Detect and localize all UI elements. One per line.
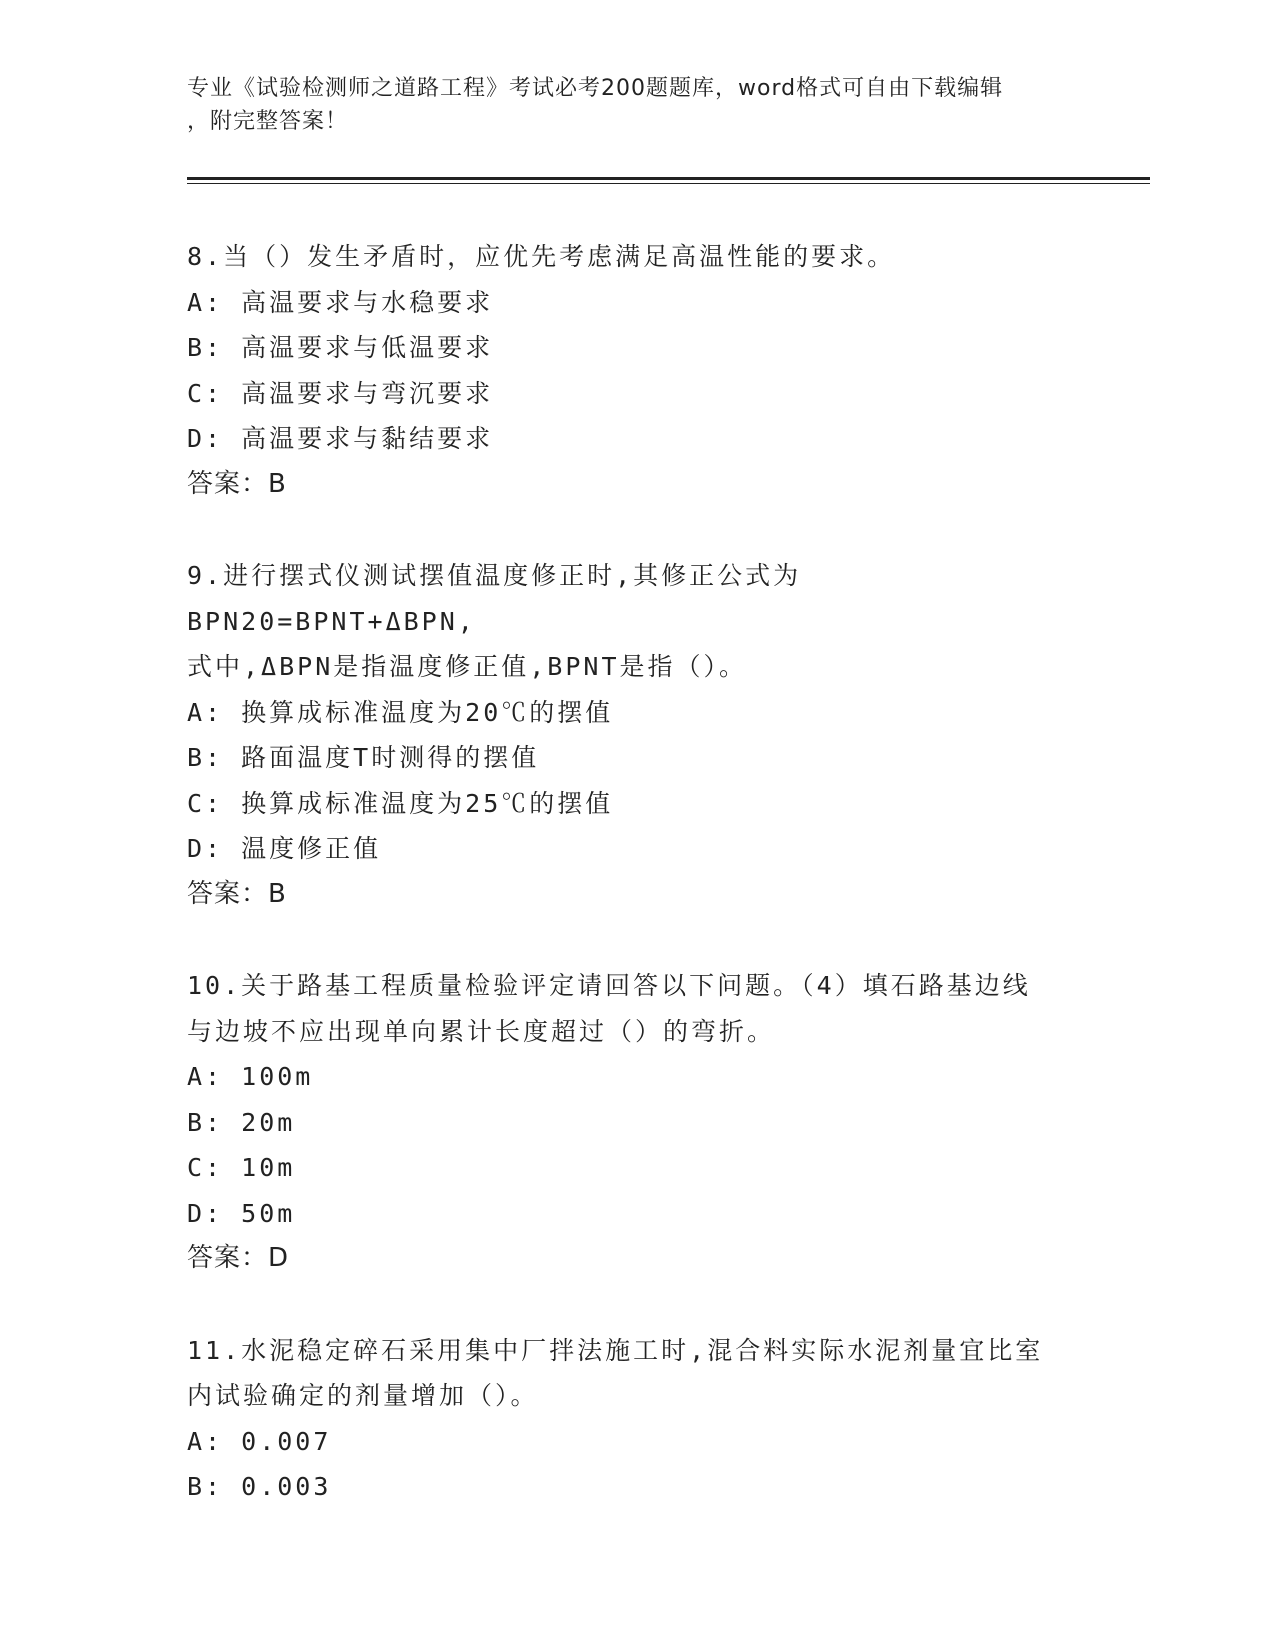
option-b: B: 20m: [187, 1107, 296, 1137]
header-divider-thick: [187, 177, 1150, 180]
question-text-line: 8.当（）发生矛盾时，应优先考虑满足高温性能的要求。: [187, 242, 896, 271]
question-9: [187, 553, 1067, 917]
question-text-line: 10.关于路基工程质量检验评定请回答以下问题。（4）填石路基边线: [187, 971, 1031, 1000]
question-10: [187, 963, 1067, 1282]
header-line-2: ，附完整答案！: [187, 109, 349, 134]
option-b: B: 0.003: [187, 1472, 332, 1501]
header-line-1: 专业《试验检测师之道路工程》考试必考200题题库，word格式可自由下载编辑: [187, 76, 1004, 101]
option-d: D: 高温要求与黏结要求: [187, 424, 494, 453]
document-header: [187, 72, 1067, 138]
option-d: D: 50m: [187, 1198, 296, 1228]
option-a: A: 高温要求与水稳要求: [187, 287, 494, 317]
question-text-line: 11.水泥稳定碎石采用集中厂拌法施工时,混合料实际水泥剂量宜比室: [187, 1335, 1044, 1365]
answer-line: 答案：B: [187, 878, 287, 909]
option-a: A: 0.007: [187, 1426, 332, 1456]
option-d: D: 温度修正值: [187, 834, 382, 863]
question-8: [187, 234, 1067, 507]
header-divider-thin: [187, 183, 1150, 184]
option-a: A: 换算成标准温度为20℃的摆值: [187, 697, 614, 727]
option-c: C: 10m: [187, 1153, 296, 1182]
question-11: [187, 1328, 1067, 1510]
question-list: [187, 234, 1067, 1556]
option-c: C: 换算成标准温度为25℃的摆值: [187, 788, 614, 818]
question-text-line: 式中,ΔBPN是指温度修正值,BPNT是指（）。: [187, 652, 748, 681]
answer-line: 答案：D: [187, 1243, 290, 1273]
option-b: B: 高温要求与低温要求: [187, 333, 494, 362]
question-text-line: 内试验确定的剂量增加（）。: [187, 1381, 539, 1410]
question-text-line: 与边坡不应出现单向累计长度超过（）的弯折。: [187, 1016, 776, 1046]
question-text-line: 9.进行摆式仪测试摆值温度修正时,其修正公式为BPN20=BPNT+ΔBPN,: [187, 561, 802, 636]
option-b: B: 路面温度T时测得的摆值: [187, 743, 540, 772]
answer-line: 答案：B: [187, 468, 287, 499]
option-a: A: 100m: [187, 1062, 314, 1091]
option-c: C: 高温要求与弯沉要求: [187, 378, 494, 408]
